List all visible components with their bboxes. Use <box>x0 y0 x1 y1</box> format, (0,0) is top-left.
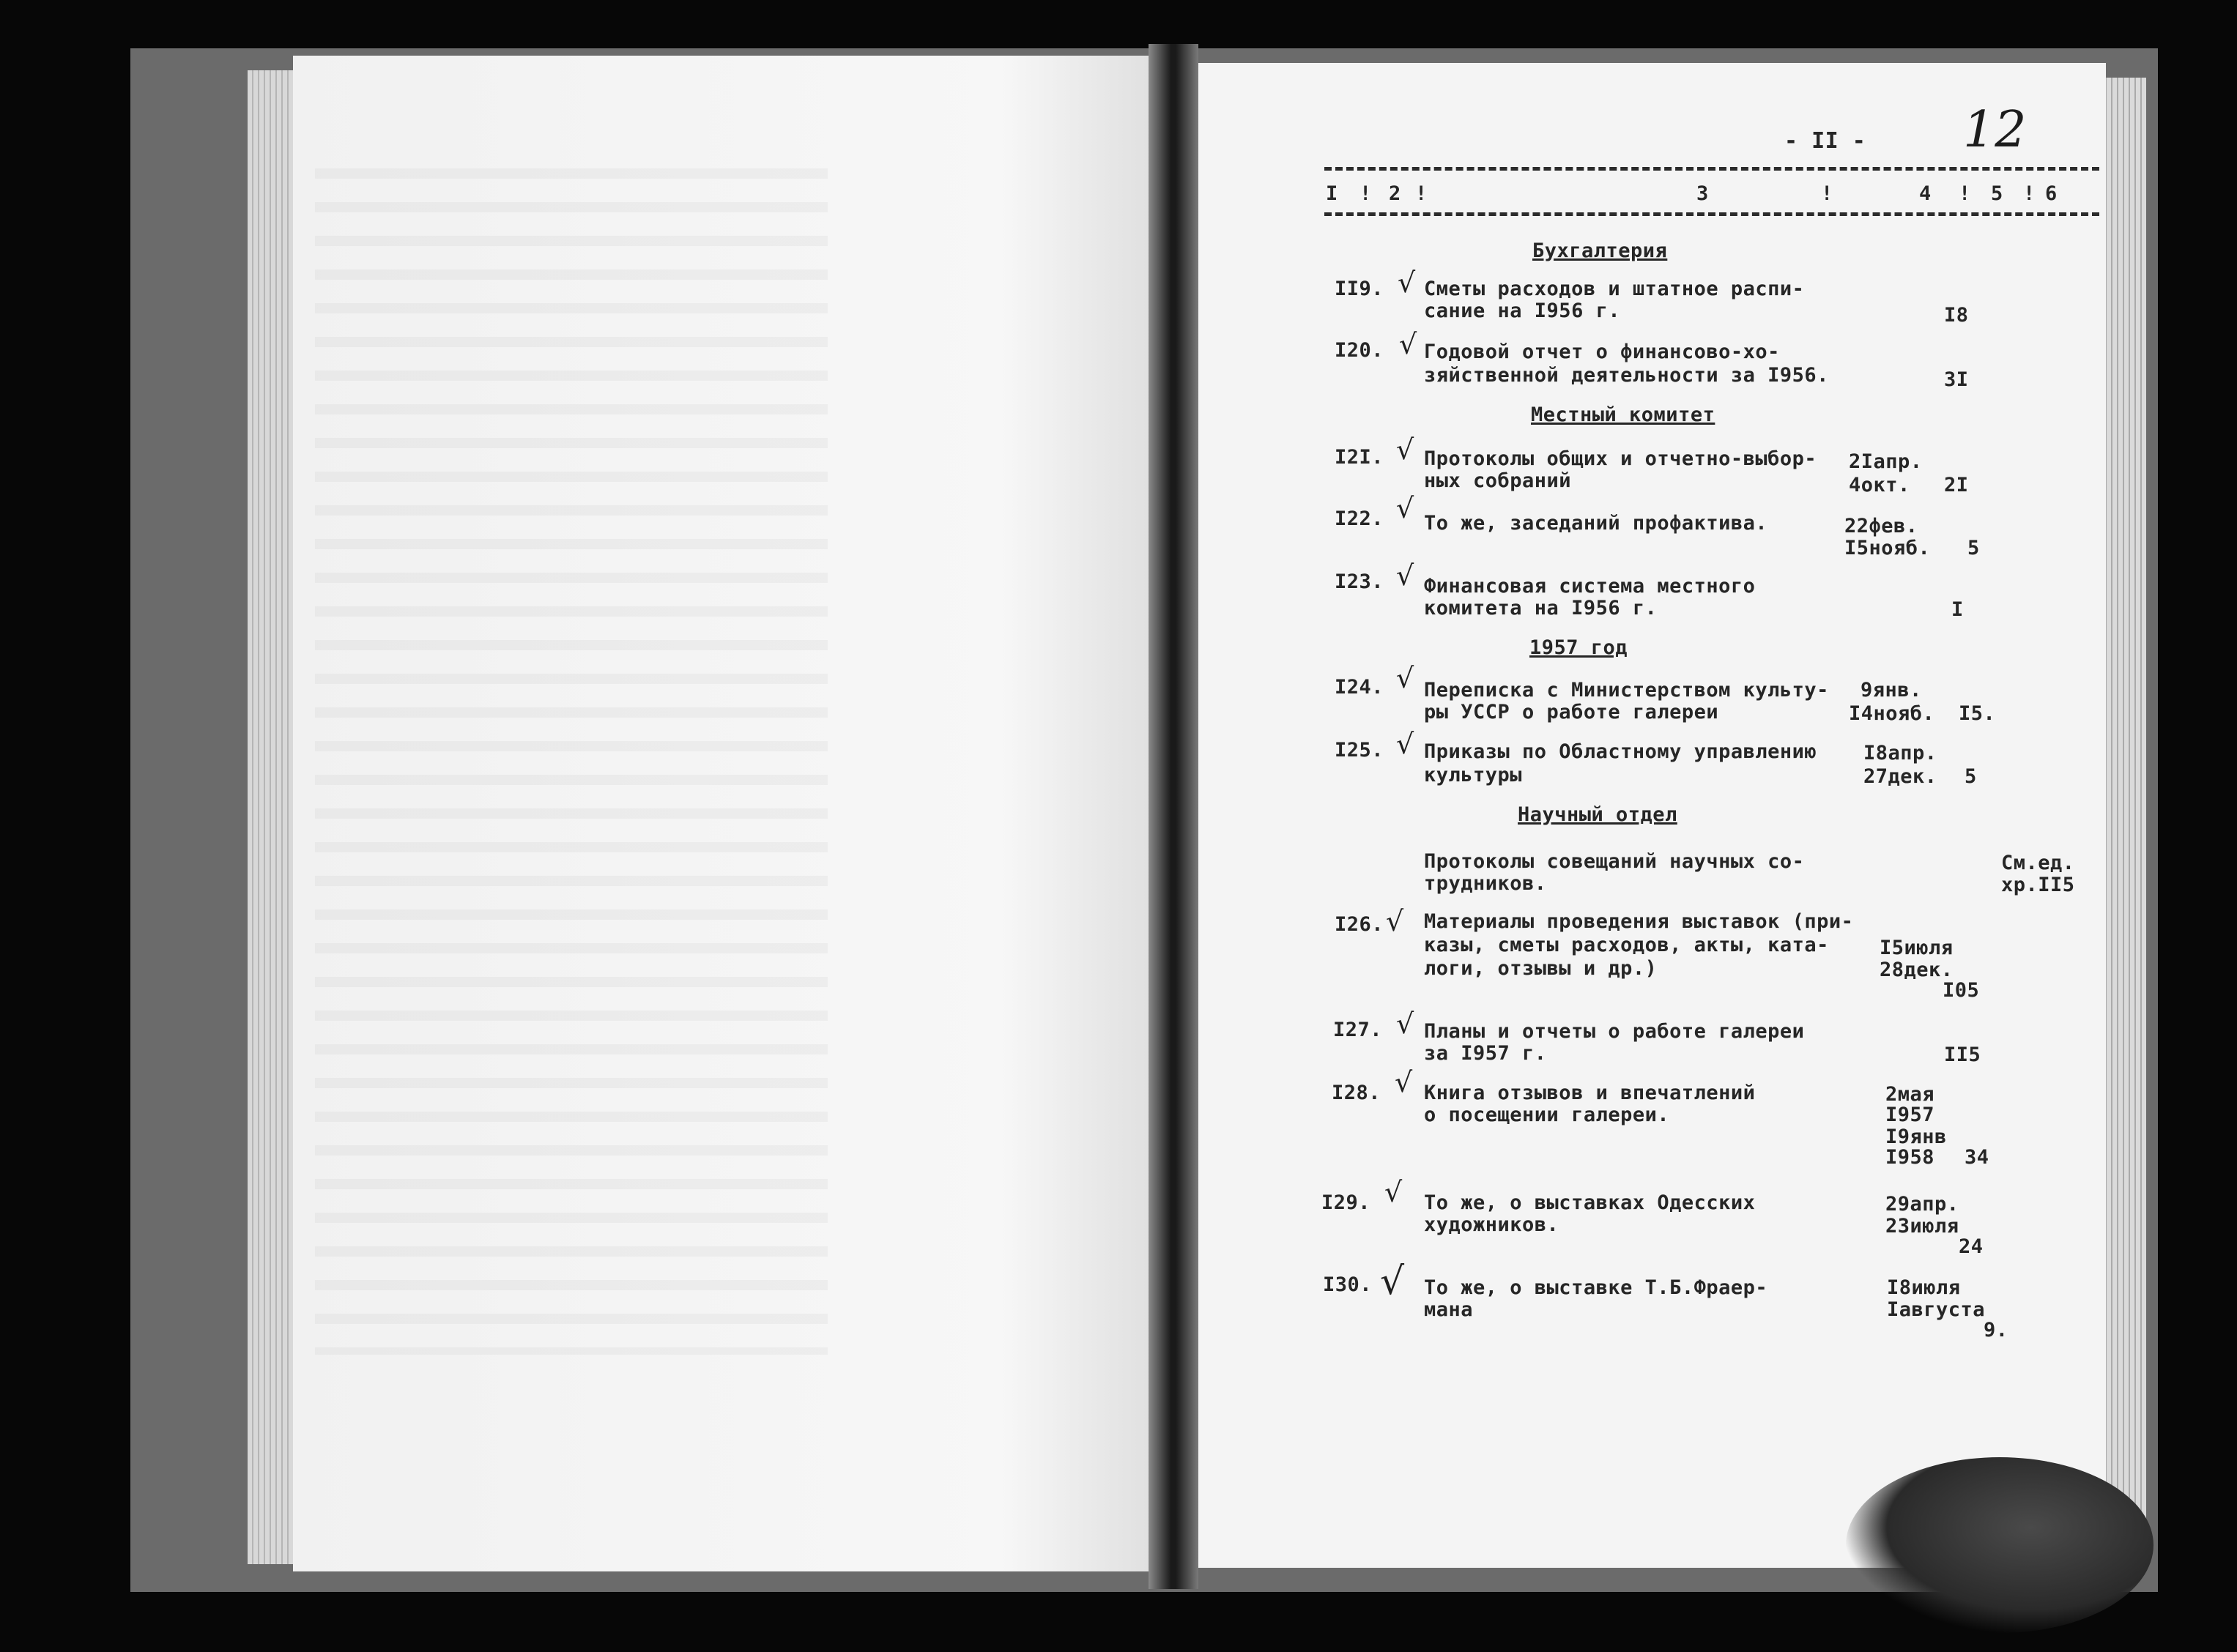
column-header-sep: ! <box>2023 182 2036 205</box>
entry-date-start: 9янв. <box>1861 679 1922 702</box>
entry-sheets: I05 <box>1943 979 1980 1002</box>
entry-date-start: 29апр. <box>1885 1193 1959 1216</box>
entry-title: То же, о выставке Т.Б.Фраер- <box>1424 1276 1768 1299</box>
entry-number: I24. <box>1335 676 1384 699</box>
column-header-sep: ! <box>1959 182 1971 205</box>
checkmark: √ <box>1396 559 1414 592</box>
checkmark: √ <box>1384 1176 1403 1208</box>
checkmark: √ <box>1396 1008 1414 1040</box>
entry-title: Книга отзывов и впечатлений <box>1424 1082 1756 1104</box>
checkmark: √ <box>1396 662 1414 694</box>
entry-title: Материалы проведения выставок (при- <box>1424 910 1854 933</box>
finger-shadow <box>1846 1457 2153 1633</box>
entry-sheets: 34 <box>1965 1146 1989 1169</box>
entry-date: I9янв <box>1885 1125 1947 1148</box>
entry-title: трудников. <box>1424 872 1547 895</box>
checkmark: √ <box>1386 905 1404 937</box>
column-header-5: 5 <box>1991 182 2003 205</box>
entry-note: См.ед. <box>2001 852 2075 874</box>
entry-number: I20. <box>1335 339 1384 362</box>
entry-title: Переписка с Министерством культу- <box>1424 679 1829 702</box>
entry-number: I22. <box>1335 507 1384 530</box>
entry-title: культуры <box>1424 764 1523 786</box>
entry-date-start: I8июля <box>1887 1276 1961 1299</box>
entry-date-end: I5нояб. <box>1844 537 1931 559</box>
entry-number: II9. <box>1335 278 1384 300</box>
entry-date-end: I4нояб. <box>1849 702 1935 725</box>
entry-title: за I957 г. <box>1424 1042 1547 1065</box>
checkmark: √ <box>1396 728 1414 760</box>
entry-sheets: 9. <box>1984 1319 2008 1342</box>
book-gutter <box>1149 44 1198 1589</box>
entry-title: о посещении галереи. <box>1424 1104 1670 1126</box>
left-page-bleed-through <box>315 168 828 1355</box>
entry-title: сание на I956 г. <box>1424 299 1621 322</box>
entry-sheets: II5 <box>1944 1043 1981 1066</box>
entry-date-end: 23июля <box>1885 1215 1959 1238</box>
entry-title: Приказы по Областному управлению <box>1424 740 1817 763</box>
column-header-sep: ! <box>1359 182 1372 205</box>
entry-sheets: 5 <box>1965 765 1977 788</box>
entry-date-end: Iавгуста <box>1887 1298 1986 1321</box>
entry-title: зяйственной деятельности за I956. <box>1424 364 1829 387</box>
entry-title: Протоколы совещаний научных со- <box>1424 850 1805 873</box>
page-number: - II - <box>1784 128 1866 154</box>
entry-number: I2I. <box>1335 446 1384 469</box>
column-header-6: 6 <box>2045 182 2058 205</box>
checkmark: √ <box>1398 267 1416 299</box>
entry-title: То же, о выставках Одесских <box>1424 1191 1756 1214</box>
entry-number: I25. <box>1335 739 1384 762</box>
entry-sheets: I <box>1951 598 1964 621</box>
section-heading: 1957 год <box>1529 636 1628 659</box>
entry-title: казы, сметы расходов, акты, ката- <box>1424 934 1829 956</box>
entry-title: мана <box>1424 1298 1474 1321</box>
entry-date-start: 2Iапр. <box>1849 450 1923 473</box>
entry-title: То же, заседаний профактива. <box>1424 512 1768 535</box>
entry-title: ных собраний <box>1424 469 1572 492</box>
column-header-sep: ! <box>1415 182 1428 205</box>
entry-title: ры УССР о работе галереи <box>1424 701 1719 723</box>
entry-number: I23. <box>1335 570 1384 593</box>
header-rule-top <box>1324 167 2099 171</box>
entry-number: I27. <box>1333 1019 1383 1041</box>
entry-number: I30. <box>1323 1273 1373 1296</box>
entry-sheets: 24 <box>1959 1235 1984 1258</box>
entry-date-start: I8апр. <box>1863 742 1937 764</box>
column-header-4: 4 <box>1919 182 1932 205</box>
entry-title: художников. <box>1424 1213 1559 1236</box>
entry-date: I958 <box>1885 1146 1935 1169</box>
checkmark: √ <box>1396 434 1414 466</box>
entry-sheets: 2I <box>1944 474 1969 496</box>
entry-sheets: 5 <box>1967 537 1980 559</box>
entry-sheets: I5. <box>1959 702 1996 725</box>
section-heading: Бухгалтерия <box>1532 239 1668 262</box>
entry-date-end: 27дек. <box>1863 765 1937 788</box>
column-header-2: 2 <box>1389 182 1401 205</box>
entry-number: I28. <box>1332 1082 1381 1104</box>
entry-sheets: I8 <box>1944 304 1969 327</box>
entry-sheets: 3I <box>1944 368 1969 391</box>
column-header-3: 3 <box>1696 182 1709 205</box>
entry-title: Сметы расходов и штатное распи- <box>1424 278 1805 300</box>
column-header-sep: ! <box>1821 182 1833 205</box>
entry-number: I29. <box>1321 1191 1371 1214</box>
entry-title: комитета на I956 г. <box>1424 597 1658 620</box>
entry-title: Протоколы общих и отчетно-выбор- <box>1424 447 1817 470</box>
checkmark: √ <box>1399 328 1417 360</box>
entry-date-start: I5июля <box>1880 937 1954 959</box>
checkmark: √ <box>1395 1066 1413 1098</box>
column-header-1: I <box>1326 182 1338 205</box>
section-heading: Местный комитет <box>1531 403 1715 426</box>
entry-title: Финансовая система местного <box>1424 575 1756 598</box>
entry-title: логи, отзывы и др.) <box>1424 957 1658 980</box>
entry-date: I957 <box>1885 1104 1935 1126</box>
left-page-edges <box>248 70 299 1564</box>
entry-number: I26. <box>1335 913 1384 936</box>
entry-date-end: 28дек. <box>1880 959 1954 981</box>
entry-title: Планы и отчеты о работе галереи <box>1424 1020 1805 1043</box>
entry-title: Годовой отчет о финансово-хо- <box>1424 341 1780 363</box>
entry-note: хр.II5 <box>2001 874 2075 896</box>
entry-date: 2мая <box>1885 1083 1935 1106</box>
checkmark: √ <box>1380 1260 1405 1303</box>
handwritten-sheet-number: 12 <box>1963 101 2027 159</box>
section-heading: Научный отдел <box>1518 803 1677 826</box>
checkmark: √ <box>1396 492 1414 524</box>
entry-date-end: 4окт. <box>1849 474 1910 496</box>
entry-date-start: 22фев. <box>1844 515 1918 537</box>
header-rule-bottom <box>1324 212 2099 216</box>
